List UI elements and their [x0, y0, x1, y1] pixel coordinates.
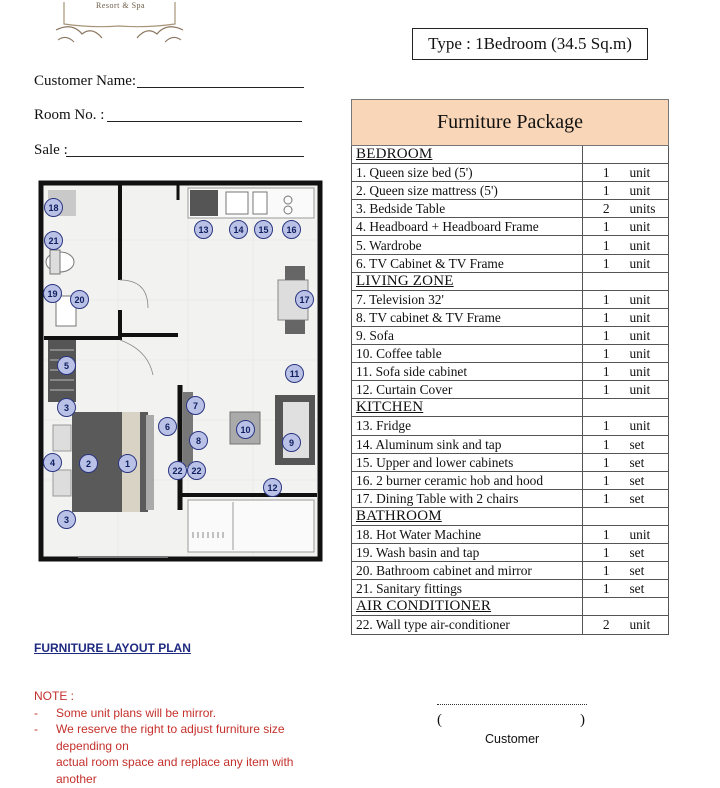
item-unit: unit [629, 345, 668, 363]
item-qty: 1 [583, 345, 630, 363]
item-label: 15. Upper and lower cabinets [352, 453, 583, 471]
table-row [352, 544, 669, 562]
item-unit: set [629, 580, 668, 598]
plan-badge-14: 14 [229, 220, 248, 239]
plan-badge-18: 18 [44, 198, 63, 217]
table-section-row [352, 272, 669, 290]
plan-badge-17: 17 [295, 290, 314, 309]
plan-badge-19: 19 [43, 284, 62, 303]
plan-badge-2: 2 [79, 454, 98, 473]
section-name: BATHROOM [352, 507, 583, 525]
item-label: 7. Television 32' [352, 290, 583, 308]
signature-left-paren: ( [437, 712, 442, 728]
item-qty: 1 [583, 562, 630, 580]
item-unit: unit [629, 417, 668, 435]
plan-badge-22-left: 22 [168, 461, 187, 480]
floor-plan [38, 180, 323, 563]
item-unit: unit [629, 254, 668, 272]
plan-badge-20: 20 [70, 290, 89, 309]
table-section-row [352, 146, 669, 164]
item-qty: 1 [583, 525, 630, 543]
item-label: 20. Bathroom cabinet and mirror [352, 562, 583, 580]
table-row [352, 580, 669, 598]
table-row [352, 489, 669, 507]
table-row [352, 290, 669, 308]
floor-plan-drawing [38, 180, 323, 563]
room-no-field [34, 107, 104, 124]
plan-badge-21: 21 [44, 231, 63, 250]
furniture-package-table [351, 99, 669, 635]
signature-customer-label: Customer [485, 732, 540, 746]
table-row [352, 182, 669, 200]
plan-badge-15: 15 [254, 220, 273, 239]
item-qty: 1 [583, 381, 630, 399]
item-qty: 1 [583, 435, 630, 453]
section-name: LIVING ZONE [352, 272, 583, 290]
item-unit: set [629, 489, 668, 507]
note-block [34, 688, 293, 788]
unit-type-label: Type : 1Bedroom (34.5 Sq.m) [412, 28, 648, 60]
plan-badge-9: 9 [282, 433, 301, 452]
plan-badge-6: 6 [158, 417, 177, 436]
table-row [352, 164, 669, 182]
item-qty: 1 [583, 417, 630, 435]
customer-name-line[interactable] [137, 87, 304, 88]
item-qty: 1 [583, 471, 630, 489]
item-label: 11. Sofa side cabinet [352, 363, 583, 381]
item-qty: 1 [583, 580, 630, 598]
furniture-layout-plan-title: FURNITURE LAYOUT PLAN [34, 641, 191, 655]
sale-field [34, 142, 68, 159]
item-label: 12. Curtain Cover [352, 381, 583, 399]
item-qty: 1 [583, 290, 630, 308]
item-label: 8. TV cabinet & TV Frame [352, 308, 583, 326]
item-label: 22. Wall type air-conditioner [352, 616, 583, 634]
item-label: 2. Queen size mattress (5') [352, 182, 583, 200]
item-label: 6. TV Cabinet & TV Frame [352, 254, 583, 272]
item-label: 3. Bedside Table [352, 200, 583, 218]
item-unit: unit [629, 236, 668, 254]
table-row [352, 525, 669, 543]
plan-badge-22-right: 22 [187, 461, 206, 480]
plan-badge-12: 12 [263, 478, 282, 497]
note-line: another [56, 771, 97, 786]
item-qty: 1 [583, 218, 630, 236]
plan-badge-16: 16 [282, 220, 301, 239]
item-qty: 1 [583, 236, 630, 254]
item-unit: units [629, 200, 668, 218]
item-qty: 1 [583, 308, 630, 326]
item-qty: 1 [583, 164, 630, 182]
table-row [352, 562, 669, 580]
plan-badge-10: 10 [236, 420, 255, 439]
item-label: 13. Fridge [352, 417, 583, 435]
table-row [352, 417, 669, 435]
plan-badge-3-bottom: 3 [57, 510, 76, 529]
customer-name-field [34, 73, 136, 90]
note-line: actual room space and replace any item with [56, 755, 294, 770]
plan-badge-5: 5 [57, 356, 76, 375]
item-label: 18. Hot Water Machine [352, 525, 583, 543]
plan-badge-11: 11 [285, 364, 304, 383]
plan-badge-4: 4 [43, 453, 62, 472]
item-label: 10. Coffee table [352, 345, 583, 363]
room-no-line[interactable] [107, 121, 302, 122]
item-qty: 2 [583, 200, 630, 218]
table-row [352, 616, 669, 634]
plan-badge-8: 8 [189, 431, 208, 450]
plan-badge-1: 1 [118, 454, 137, 473]
note-line: - We reserve the right to adjust furniture size [34, 722, 285, 737]
item-label: 4. Headboard + Headboard Frame [352, 218, 583, 236]
table-row [352, 363, 669, 381]
room-no-label: Room No. : [34, 107, 105, 123]
item-unit: unit [629, 616, 668, 634]
plan-badge-3-top: 3 [57, 398, 76, 417]
table-row [352, 308, 669, 326]
item-qty: 1 [583, 544, 630, 562]
table-row [352, 435, 669, 453]
item-label: 21. Sanitary fittings [352, 580, 583, 598]
sale-label: Sale : [34, 142, 68, 158]
table-section-row [352, 507, 669, 525]
item-label: 1. Queen size bed (5') [352, 164, 583, 182]
item-unit: unit [629, 381, 668, 399]
signature-right-paren: ) [580, 712, 585, 728]
item-label: 5. Wardrobe [352, 236, 583, 254]
item-unit: unit [629, 164, 668, 182]
table-row [352, 326, 669, 344]
item-unit: unit [629, 290, 668, 308]
item-unit: set [629, 471, 668, 489]
item-unit: unit [629, 182, 668, 200]
section-name: BEDROOM [352, 146, 583, 164]
note-line: - Some unit plans will be mirror. [34, 705, 217, 720]
item-unit: set [629, 453, 668, 471]
table-row [352, 453, 669, 471]
table-section-row [352, 399, 669, 417]
item-unit: unit [629, 326, 668, 344]
item-qty: 1 [583, 326, 630, 344]
plan-badge-13: 13 [194, 220, 213, 239]
table-section-row [352, 598, 669, 616]
item-unit: unit [629, 218, 668, 236]
item-unit: set [629, 435, 668, 453]
sale-line[interactable] [66, 156, 304, 157]
note-heading: NOTE : [34, 689, 75, 703]
table-row [352, 381, 669, 399]
signature-line[interactable] [437, 704, 587, 705]
item-unit: unit [629, 525, 668, 543]
item-label: 14. Aluminum sink and tap [352, 435, 583, 453]
item-label: 9. Sofa [352, 326, 583, 344]
item-unit: set [629, 562, 668, 580]
item-qty: 1 [583, 453, 630, 471]
section-name: AIR CONDITIONER [352, 598, 583, 616]
item-unit: set [629, 544, 668, 562]
table-row [352, 236, 669, 254]
item-qty: 1 [583, 254, 630, 272]
item-qty: 2 [583, 616, 630, 634]
note-line: depending on [56, 738, 129, 753]
logo-subtitle: Resort & Spa [96, 1, 146, 10]
table-row [352, 345, 669, 363]
item-unit: unit [629, 308, 668, 326]
customer-name-label: Customer Name: [34, 73, 137, 89]
item-qty: 1 [583, 363, 630, 381]
item-qty: 1 [583, 489, 630, 507]
item-label: 19. Wash basin and tap [352, 544, 583, 562]
plan-badge-7: 7 [186, 396, 205, 415]
table-row [352, 471, 669, 489]
table-row [352, 200, 669, 218]
table-row [352, 218, 669, 236]
table-title: Furniture Package [352, 100, 669, 146]
item-qty: 1 [583, 182, 630, 200]
item-unit: unit [629, 363, 668, 381]
item-label: 16. 2 burner ceramic hob and hood [352, 471, 583, 489]
section-name: KITCHEN [352, 399, 583, 417]
item-label: 17. Dining Table with 2 chairs [352, 489, 583, 507]
table-row [352, 254, 669, 272]
